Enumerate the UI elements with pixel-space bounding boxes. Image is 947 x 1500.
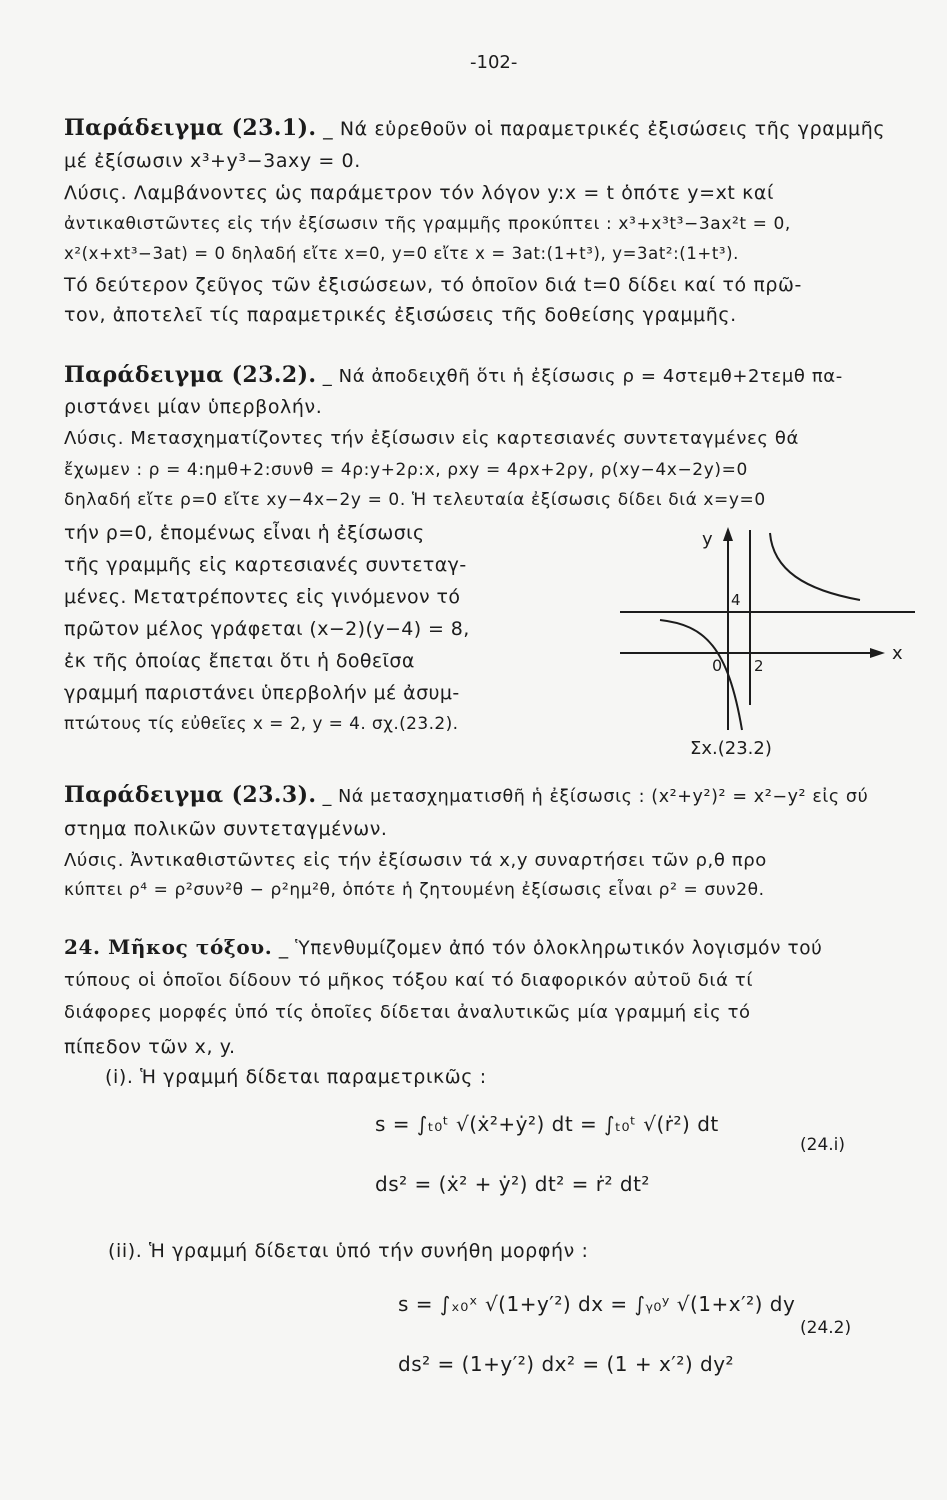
hyperbola-branch-lower	[660, 620, 742, 730]
y-axis-label: y	[702, 529, 713, 550]
figure-caption: Σx.(23.2)	[690, 738, 772, 759]
text-line: ἐκ τῆς ὁποίας ἔπεται ὅτι ἡ δοθεῖσα	[64, 650, 415, 672]
text-line: στημα πολικῶν συντεταγμένων.	[64, 818, 388, 840]
text-line: πρῶτον μέλος γράφεται (x−2)(y−4) = 8,	[64, 618, 470, 640]
y-axis-arrow	[723, 527, 733, 541]
example-title: Παράδειγμα (23.2).	[64, 362, 317, 388]
text-line: μέ ἐξίσωσιν x³+y³−3axy = 0.	[64, 150, 361, 172]
hyperbola-figure	[620, 525, 920, 735]
example-statement: _ Νά μετασχηματισθῆ ἡ ἐξίσωσις : (x²+y²)² = x²−y² εἰς σύ	[316, 787, 869, 807]
origin-label: 0	[712, 656, 723, 675]
text-line: x²(x+xt³−3at) = 0 δηλαδή εἴτε x=0, y=0 εἴτε x = 3at:(1+t³), y=3at²:(1+t³).	[64, 244, 740, 263]
example-heading-line	[64, 362, 843, 388]
x-axis-label: x	[892, 643, 903, 664]
section-title: 24. Μῆκος τόξου.	[64, 935, 273, 959]
page-number: -102-	[470, 52, 518, 73]
equation-number: (24.2)	[800, 1318, 852, 1338]
text-line: ἔχωμεν : ρ = 4:ημθ+2:συνθ = 4ρ:y+2ρ:x, ρxy = 4ρx+2ρy, ρ(xy−4x−2y)=0	[64, 460, 748, 480]
text-line: τον, ἀποτελεῖ τίς παραμετρικές ἐξισώσεις τῆς δοθείσης γραμμῆς.	[64, 304, 737, 326]
text-line: Λύσις. Λαμβάνοντες ὡς παράμετρον τόν λόγον y:x = t ὁπότε y=xt καί	[64, 182, 775, 204]
example-statement: _ Νά εὑρεθοῦν οἱ παραμετρικές ἐξισώσεις τῆς γραμμῆς	[316, 118, 886, 140]
formula-arc-length-explicit: s = ∫ₓ₀ˣ √(1+y′²) dx = ∫ᵧ₀ʸ √(1+x′²) dy	[398, 1292, 796, 1316]
example-title: Παράδειγμα (23.1).	[64, 115, 317, 141]
equation-number: (24.i)	[800, 1135, 846, 1155]
section-intro: _ Ὑπενθυμίζομεν ἀπό τόν ὁλοκληρωτικόν λογισμόν τού	[272, 938, 823, 959]
formula-differential-explicit: ds² = (1+y′²) dx² = (1 + x′²) dy²	[398, 1352, 735, 1376]
text-line: τῆς γραμμῆς εἰς καρτεσιανές συντεταγ-	[64, 554, 467, 576]
example-heading-line	[64, 115, 885, 141]
formula-arc-length-parametric: s = ∫ₜ₀ᵗ √(ẋ²+ẏ²) dt = ∫ₜ₀ᵗ √(ṙ²) dt	[375, 1112, 719, 1136]
example-statement: _ Νά ἀποδειχθῆ ὅτι ἡ ἐξίσωσις ρ = 4στεμθ+2τεμθ πα-	[316, 366, 843, 387]
x-axis-arrow	[870, 648, 885, 658]
case-heading: (ii). Ἡ γραμμή δίδεται ὑπό τήν συνήθη μορφήν :	[108, 1240, 589, 1262]
hyperbola-branch-upper	[770, 533, 860, 600]
example-heading-line	[64, 782, 868, 808]
text-line: γραμμή παριστάνει ὑπερβολήν μέ ἀσυμ-	[64, 682, 460, 704]
text-line: τήν ρ=0, ἑπομένως εἶναι ἡ ἐξίσωσις	[64, 522, 425, 544]
text-line: ριστάνει μίαν ὑπερβολήν.	[64, 396, 323, 418]
tick-label-2: 2	[754, 657, 764, 675]
text-line: διάφορες μορφές ὑπό τίς ὁποῖες δίδεται ἀναλυτικῶς μία γραμμή εἰς τό	[64, 1002, 751, 1023]
text-line: ἀντικαθιστῶντες εἰς τήν ἐξίσωσιν τῆς γραμμῆς προκύπτει : x³+x³t³−3ax²t = 0,	[64, 214, 791, 234]
formula-differential-parametric: ds² = (ẋ² + ẏ²) dt² = ṙ² dt²	[375, 1172, 650, 1196]
section-heading-line	[64, 935, 822, 959]
text-line: Λύσις. Ἀντικαθιστῶντες εἰς τήν ἐξίσωσιν τά x,y συναρτήσει τῶν ρ,θ προ	[64, 850, 767, 871]
text-line: κύπτει ρ⁴ = ρ²συν²θ − ρ²ημ²θ, ὁπότε ἡ ζητουμένη ἐξίσωσις εἶναι ρ² = συν2θ.	[64, 880, 765, 900]
text-line: Τό δεύτερον ζεῦγος τῶν ἐξισώσεων, τό ὁποῖον διά t=0 δίδει καί τό πρῶ-	[64, 274, 803, 296]
example-title: Παράδειγμα (23.3).	[64, 782, 317, 808]
text-line: τύπους οἱ ὁποῖοι δίδουν τό μῆκος τόξου καί τό διαφορικόν αὐτοῦ διά τί	[64, 970, 754, 991]
text-line: δηλαδή εἴτε ρ=0 εἴτε xy−4x−2y = 0. Ἡ τελευταία ἐξίσωσις δίδει διά x=y=0	[64, 490, 766, 510]
text-line: πτώτους τίς εὐθεῖες x = 2, y = 4. σχ.(23.2).	[64, 714, 459, 734]
case-heading: (i). Ἡ γραμμή δίδεται παραμετρικῶς :	[105, 1066, 487, 1088]
text-line: πίπεδον τῶν x, y.	[64, 1036, 236, 1058]
tick-label-4: 4	[731, 591, 741, 609]
text-line: μένες. Μετατρέποντες εἰς γινόμενον τό	[64, 586, 461, 608]
text-line: Λύσις. Μετασχηματίζοντες τήν ἐξίσωσιν εἰς καρτεσιανές συντεταγμένες θά	[64, 428, 799, 449]
